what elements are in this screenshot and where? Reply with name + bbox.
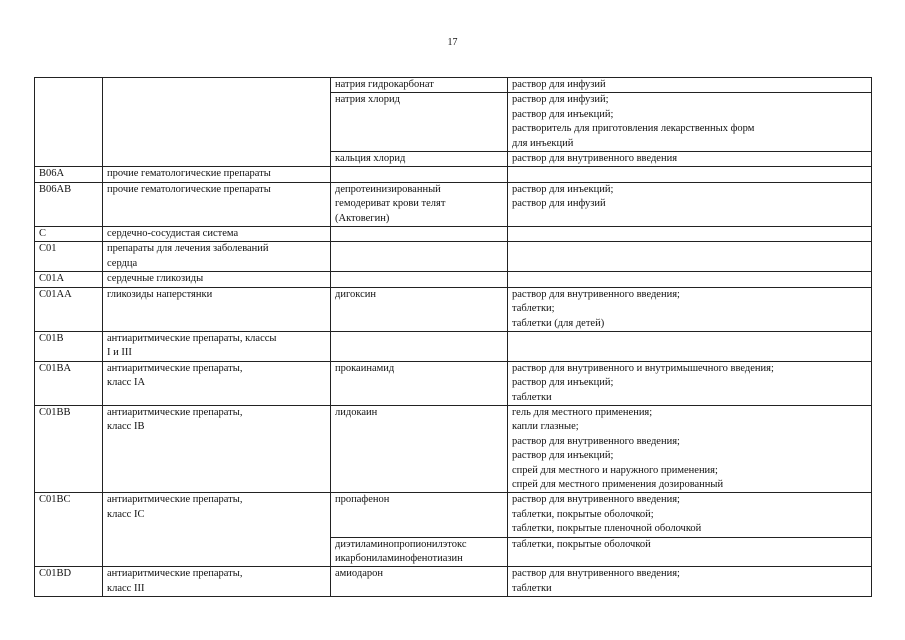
atc-code-cell: C (35, 227, 103, 242)
dosage-form-cell: гель для местного применения; капли глазные; раствор для внутривенного введения; раствор для инъекций; спрей для местного и наружного применения; спрей для местного применения дозированный (508, 405, 872, 492)
dosage-form-cell (508, 242, 872, 272)
dosage-form-cell: раствор для внутривенного и внутримышечного введения; раствор для инъекций; таблетки (508, 361, 872, 405)
drug-name-cell (331, 331, 508, 361)
table-row (35, 272, 872, 287)
group-name-cell (103, 78, 331, 167)
table-row (35, 182, 872, 226)
dosage-form-cell: раствор для внутривенного введения; таблетки (508, 567, 872, 597)
group-name-cell: сердечно-сосудистая система (103, 227, 331, 242)
table-row (35, 361, 872, 405)
drug-name-cell (331, 167, 508, 182)
drug-name-cell: диэтиламинопропионилэтокс икарбониламинофенотиазин (331, 537, 508, 567)
atc-code-cell: C01 (35, 242, 103, 272)
dosage-form-cell: раствор для внутривенного введения; таблетки, покрытые оболочкой; таблетки, покрытые пленочной оболочкой (508, 493, 872, 537)
group-name-cell: гликозиды наперстянки (103, 287, 331, 331)
drug-name-cell: прокаинамид (331, 361, 508, 405)
group-name-cell: сердечные гликозиды (103, 272, 331, 287)
table-row (35, 493, 872, 537)
table-row (35, 167, 872, 182)
table-row (35, 287, 872, 331)
drug-name-cell (331, 242, 508, 272)
group-name-cell: антиаритмические препараты, класс IA (103, 361, 331, 405)
group-name-cell: прочие гематологические препараты (103, 182, 331, 226)
table-row (35, 227, 872, 242)
atc-code-cell: C01A (35, 272, 103, 287)
drug-table (34, 77, 872, 597)
group-name-cell: антиаритмические препараты, класс III (103, 567, 331, 597)
atc-code-cell: B06A (35, 167, 103, 182)
drug-name-cell: пропафенон (331, 493, 508, 537)
table-row (35, 78, 872, 93)
drug-name-cell: дигоксин (331, 287, 508, 331)
drug-name-cell: депротеинизированный гемодериват крови телят (Актовегин) (331, 182, 508, 226)
group-name-cell: антиаритмические препараты, классы I и III (103, 331, 331, 361)
drug-name-cell: натрия хлорид (331, 93, 508, 152)
atc-code-cell: C01BD (35, 567, 103, 597)
dosage-form-cell: раствор для инъекций; раствор для инфузий (508, 182, 872, 226)
drug-name-cell: кальция хлорид (331, 152, 508, 167)
group-name-cell: антиаритмические препараты, класс IB (103, 405, 331, 492)
atc-code-cell: C01BC (35, 493, 103, 567)
dosage-form-cell: раствор для инфузий; раствор для инъекций; растворитель для приготовления лекарственных форм для инъекций (508, 93, 872, 152)
dosage-form-cell: раствор для инфузий (508, 78, 872, 93)
dosage-form-cell (508, 167, 872, 182)
atc-code-cell: C01AA (35, 287, 103, 331)
atc-code-cell: C01B (35, 331, 103, 361)
atc-code-cell: B06AB (35, 182, 103, 226)
drug-name-cell: натрия гидрокарбонат (331, 78, 508, 93)
table-row (35, 405, 872, 492)
atc-code-cell: C01BB (35, 405, 103, 492)
group-name-cell: препараты для лечения заболеваний сердца (103, 242, 331, 272)
dosage-form-cell: раствор для внутривенного введения (508, 152, 872, 167)
table-row (35, 567, 872, 597)
atc-code-cell: C01BA (35, 361, 103, 405)
table-row (35, 331, 872, 361)
dosage-form-cell (508, 227, 872, 242)
atc-code-cell (35, 78, 103, 167)
dosage-form-cell: раствор для внутривенного введения; таблетки; таблетки (для детей) (508, 287, 872, 331)
drug-name-cell: амиодарон (331, 567, 508, 597)
group-name-cell: прочие гематологические препараты (103, 167, 331, 182)
dosage-form-cell: таблетки, покрытые оболочкой (508, 537, 872, 567)
group-name-cell: антиаритмические препараты, класс IC (103, 493, 331, 567)
drug-name-cell (331, 227, 508, 242)
dosage-form-cell (508, 272, 872, 287)
page-number: 17 (447, 37, 458, 48)
drug-name-cell (331, 272, 508, 287)
drug-name-cell: лидокаин (331, 405, 508, 492)
table-row (35, 242, 872, 272)
dosage-form-cell (508, 331, 872, 361)
